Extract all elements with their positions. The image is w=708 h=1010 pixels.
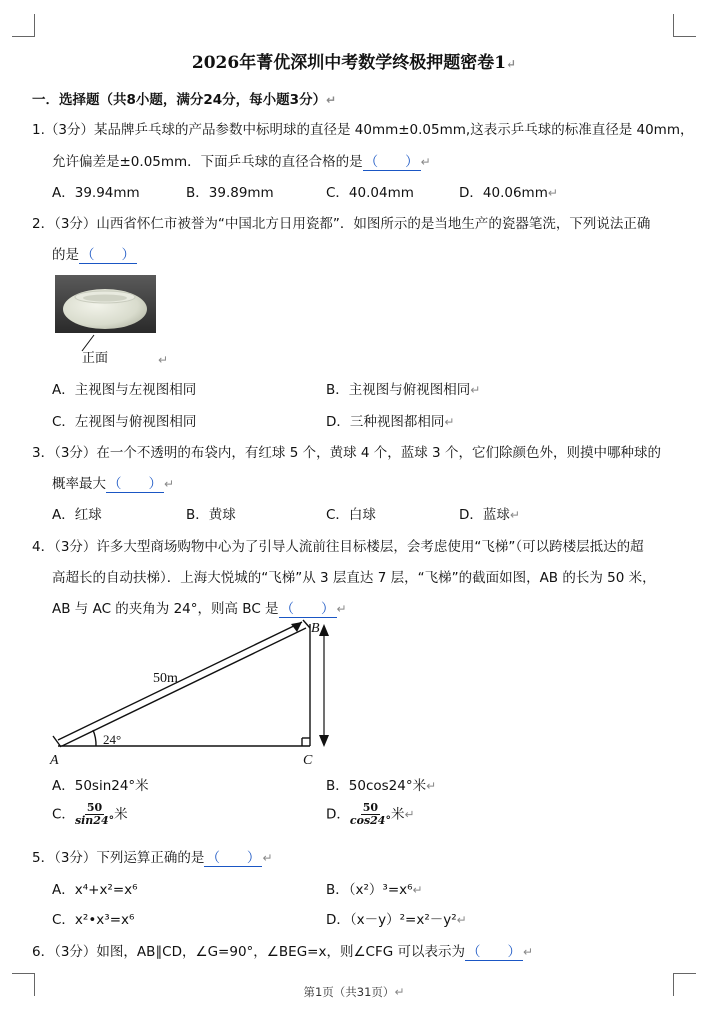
angle-label: 24° <box>103 732 122 747</box>
q3-option-a: A．红球 <box>52 507 102 523</box>
escalator-diagram <box>48 616 348 768</box>
q1-option-b: B．39.89mm <box>186 185 274 201</box>
section-heading: 一．选择题（共8小题，满分24分，每小题3分）↵ <box>32 92 337 108</box>
q2-option-b: B．主视图与俯视图相同↵ <box>326 382 481 398</box>
crop-mark-top-left <box>12 14 35 37</box>
q2-line2: 的是 （ ） <box>52 247 135 263</box>
q4-option-c: C． $\frac{50}{\sin 24^\circ}$ 米 <box>52 801 128 827</box>
q1-line1: 1.（3分）某品牌乒乓球的产品参数中标明球的直径是 40mm±0.05mm,这表示乒乓球的标准直径是 40mm， <box>32 122 694 138</box>
q5-option-b: B．（x²）³=x⁶↵ <box>326 882 423 898</box>
brush-washer-photo <box>55 275 156 333</box>
q3-option-b: B．黄球 <box>186 507 236 523</box>
answer-blank[interactable]: （ ） <box>467 944 522 960</box>
page-footer: 第1页（共31页）↵ <box>303 985 405 999</box>
angle-arc <box>93 730 96 746</box>
q1-option-d: D．40.06mm↵ <box>459 185 558 201</box>
q1-option-c: C．40.04mm <box>326 185 414 201</box>
page-title: 2026年菁优深圳中考数学终极押题密卷1↵ <box>191 53 517 73</box>
fraction-d: $\frac{50}{\cos 24^\circ}$ <box>349 801 391 827</box>
q2-option-a: A．主视图与左视图相同 <box>52 382 197 398</box>
q5-option-c: C．x²•x³=x⁶ <box>52 912 135 928</box>
q5-option-a: A．x⁴+x²=x⁶ <box>52 882 138 898</box>
return-mark: ↵ <box>158 353 169 367</box>
answer-blank[interactable]: （ ） <box>108 476 162 492</box>
q5-option-d: D．（x－y）²=x²－y²↵ <box>326 912 467 928</box>
length-label: 50m <box>153 671 178 686</box>
q4-option-a: A．50sin24°米 <box>52 778 149 794</box>
q4-option-b: B．50cos24°米↵ <box>326 778 437 794</box>
answer-blank[interactable]: （ ） <box>364 154 419 170</box>
answer-blank[interactable]: （ ） <box>280 601 335 617</box>
q3-option-d: D．蓝球↵ <box>459 507 520 523</box>
photo-caption: 正面 <box>82 351 109 366</box>
q3-line2: 概率最大 （ ） ↵ <box>52 476 175 492</box>
answer-blank[interactable]: （ ） <box>206 850 261 866</box>
escalator-line-lower <box>62 628 306 746</box>
point-C-label: C <box>303 753 313 768</box>
q3-option-c: C．白球 <box>326 507 376 523</box>
q2-option-d: D．三种视图都相同↵ <box>326 414 455 430</box>
q3-line1: 3．（3分）在一个不透明的布袋内，有红球 5 个，黄球 4 个，蓝球 3 个，它们除颜色外，则摸中哪种球的 <box>32 445 661 461</box>
fraction-c: $\frac{50}{\sin 24^\circ}$ <box>74 801 115 827</box>
q1-option-a: A．39.94mm <box>52 185 140 201</box>
point-B-label: B <box>311 621 320 636</box>
q6-line1: 6．（3分）如图，AB∥CD，∠G=90°，∠BEG=x，则∠CFG 可以表示为 （ ） ↵ <box>32 944 534 960</box>
point-A-label: A <box>50 753 59 768</box>
q5-line1: 5．（3分）下列运算正确的是 （ ） ↵ <box>32 850 273 866</box>
q1-line2: 允许偏差是±0.05mm．下面乒乓球的直径合格的是 （ ） ↵ <box>52 154 431 170</box>
q4-option-d: D． $\frac{50}{\cos 24^\circ}$ 米↵ <box>326 801 415 827</box>
answer-blank[interactable]: （ ） <box>81 247 135 263</box>
q2-line1: 2．（3分）山西省怀仁市被誉为“中国北方日用瓷都”．如图所示的是当地生产的瓷器笔洗，下列说法正确 <box>32 216 651 232</box>
q4-line1: 4．（3分）许多大型商场购物中心为了引导人流前往目标楼层，会考虑使用“飞梯”（可以跨楼层抵达的超 <box>32 539 644 555</box>
q4-line3: AB 与 AC 的夹角为 24°，则高 BC 是 （ ） ↵ <box>52 601 347 617</box>
q4-line2: 高超长的自动扶梯）．上海大悦城的“飞梯”从 3 层直达 7 层，“飞梯”的截面如图，AB 的长为 50 米， <box>52 570 656 586</box>
escalator-line-upper <box>58 622 302 740</box>
q2-option-c: C．左视图与俯视图相同 <box>52 414 197 430</box>
crop-mark-top-right <box>673 14 696 37</box>
